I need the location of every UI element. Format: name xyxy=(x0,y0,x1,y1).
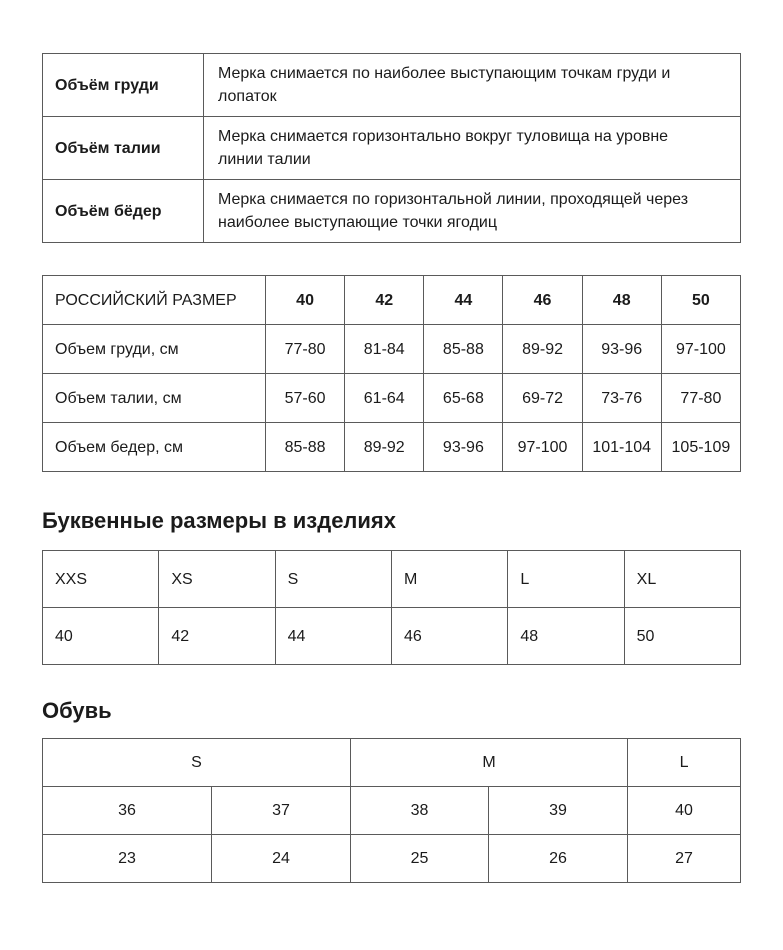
table-row xyxy=(43,608,741,665)
measurement-range-cell: 61-64 xyxy=(345,374,424,423)
table-row xyxy=(43,423,741,472)
measurement-definition: Мерка снимается по наиболее выступающим точкам груди и лопаток xyxy=(204,54,741,117)
shoe-eu-size-cell: 40 xyxy=(628,787,741,835)
shoe-cm-size-cell: 23 xyxy=(43,835,212,883)
letter-size-cell: XXS xyxy=(43,551,159,608)
shoes-heading: Обувь xyxy=(42,698,112,723)
measurement-term: Объём талии xyxy=(43,117,204,180)
measurement-term: Объём бёдер xyxy=(43,180,204,243)
table-header-row xyxy=(43,739,741,787)
shoe-eu-size-cell: 39 xyxy=(489,787,628,835)
numeric-size-cell: 44 xyxy=(275,608,391,665)
table-row xyxy=(43,374,741,423)
letter-size-cell: XL xyxy=(624,551,740,608)
measurement-range-cell: 85-88 xyxy=(266,423,345,472)
numeric-size-cell: 48 xyxy=(508,608,624,665)
measurement-range-cell: 97-100 xyxy=(503,423,582,472)
russian-size-header-label: РОССИЙСКИЙ РАЗМЕР xyxy=(43,276,266,325)
table-row xyxy=(43,325,741,374)
numeric-size-cell: 40 xyxy=(43,608,159,665)
table-row xyxy=(43,835,741,883)
measurement-range-cell: 101-104 xyxy=(582,423,661,472)
measurement-definition: Мерка снимается по горизонтальной линии, проходящей через наиболее выступающие точки ягодиц xyxy=(204,180,741,243)
size-header-cell: 44 xyxy=(424,276,503,325)
table-row xyxy=(43,787,741,835)
row-label: Объем бедер, см xyxy=(43,423,266,472)
shoe-size-table xyxy=(42,738,741,883)
measurement-range-cell: 105-109 xyxy=(661,423,740,472)
measurement-definition: Мерка снимается горизонтально вокруг туловища на уровне линии талии xyxy=(204,117,741,180)
letter-size-cell: L xyxy=(508,551,624,608)
size-header-cell: 42 xyxy=(345,276,424,325)
shoe-cm-size-cell: 25 xyxy=(351,835,489,883)
table-row xyxy=(43,117,741,180)
measurement-range-cell: 93-96 xyxy=(424,423,503,472)
letter-size-cell: M xyxy=(391,551,507,608)
numeric-size-cell: 50 xyxy=(624,608,740,665)
size-header-cell: 40 xyxy=(266,276,345,325)
measurement-range-cell: 81-84 xyxy=(345,325,424,374)
measurement-range-cell: 93-96 xyxy=(582,325,661,374)
measurement-range-cell: 57-60 xyxy=(266,374,345,423)
measurement-range-cell: 69-72 xyxy=(503,374,582,423)
row-label: Объем груди, см xyxy=(43,325,266,374)
shoe-group-cell: L xyxy=(628,739,741,787)
size-header-cell: 50 xyxy=(661,276,740,325)
measurement-range-cell: 89-92 xyxy=(345,423,424,472)
shoe-eu-size-cell: 36 xyxy=(43,787,212,835)
letter-sizes-table xyxy=(42,550,741,665)
measurement-range-cell: 77-80 xyxy=(266,325,345,374)
shoe-cm-size-cell: 26 xyxy=(489,835,628,883)
numeric-size-cell: 42 xyxy=(159,608,275,665)
table-header-row xyxy=(43,276,741,325)
shoe-cm-size-cell: 24 xyxy=(212,835,351,883)
shoe-cm-size-cell: 27 xyxy=(628,835,741,883)
table-row xyxy=(43,54,741,117)
measurement-range-cell: 97-100 xyxy=(661,325,740,374)
measurement-range-cell: 65-68 xyxy=(424,374,503,423)
shoe-group-cell: S xyxy=(43,739,351,787)
shoe-group-cell: M xyxy=(351,739,628,787)
size-header-cell: 46 xyxy=(503,276,582,325)
row-label: Объем талии, см xyxy=(43,374,266,423)
size-header-cell: 48 xyxy=(582,276,661,325)
measurement-definitions-table xyxy=(42,53,741,243)
table-header-row xyxy=(43,551,741,608)
measurement-range-cell: 89-92 xyxy=(503,325,582,374)
measurement-term: Объём груди xyxy=(43,54,204,117)
letter-size-cell: XS xyxy=(159,551,275,608)
measurement-range-cell: 85-88 xyxy=(424,325,503,374)
numeric-size-cell: 46 xyxy=(391,608,507,665)
letter-size-cell: S xyxy=(275,551,391,608)
russian-size-table xyxy=(42,275,741,472)
letter-sizes-heading: Буквенные размеры в изделиях xyxy=(42,508,396,533)
measurement-range-cell: 73-76 xyxy=(582,374,661,423)
measurement-range-cell: 77-80 xyxy=(661,374,740,423)
table-row xyxy=(43,180,741,243)
shoe-eu-size-cell: 37 xyxy=(212,787,351,835)
shoe-eu-size-cell: 38 xyxy=(351,787,489,835)
